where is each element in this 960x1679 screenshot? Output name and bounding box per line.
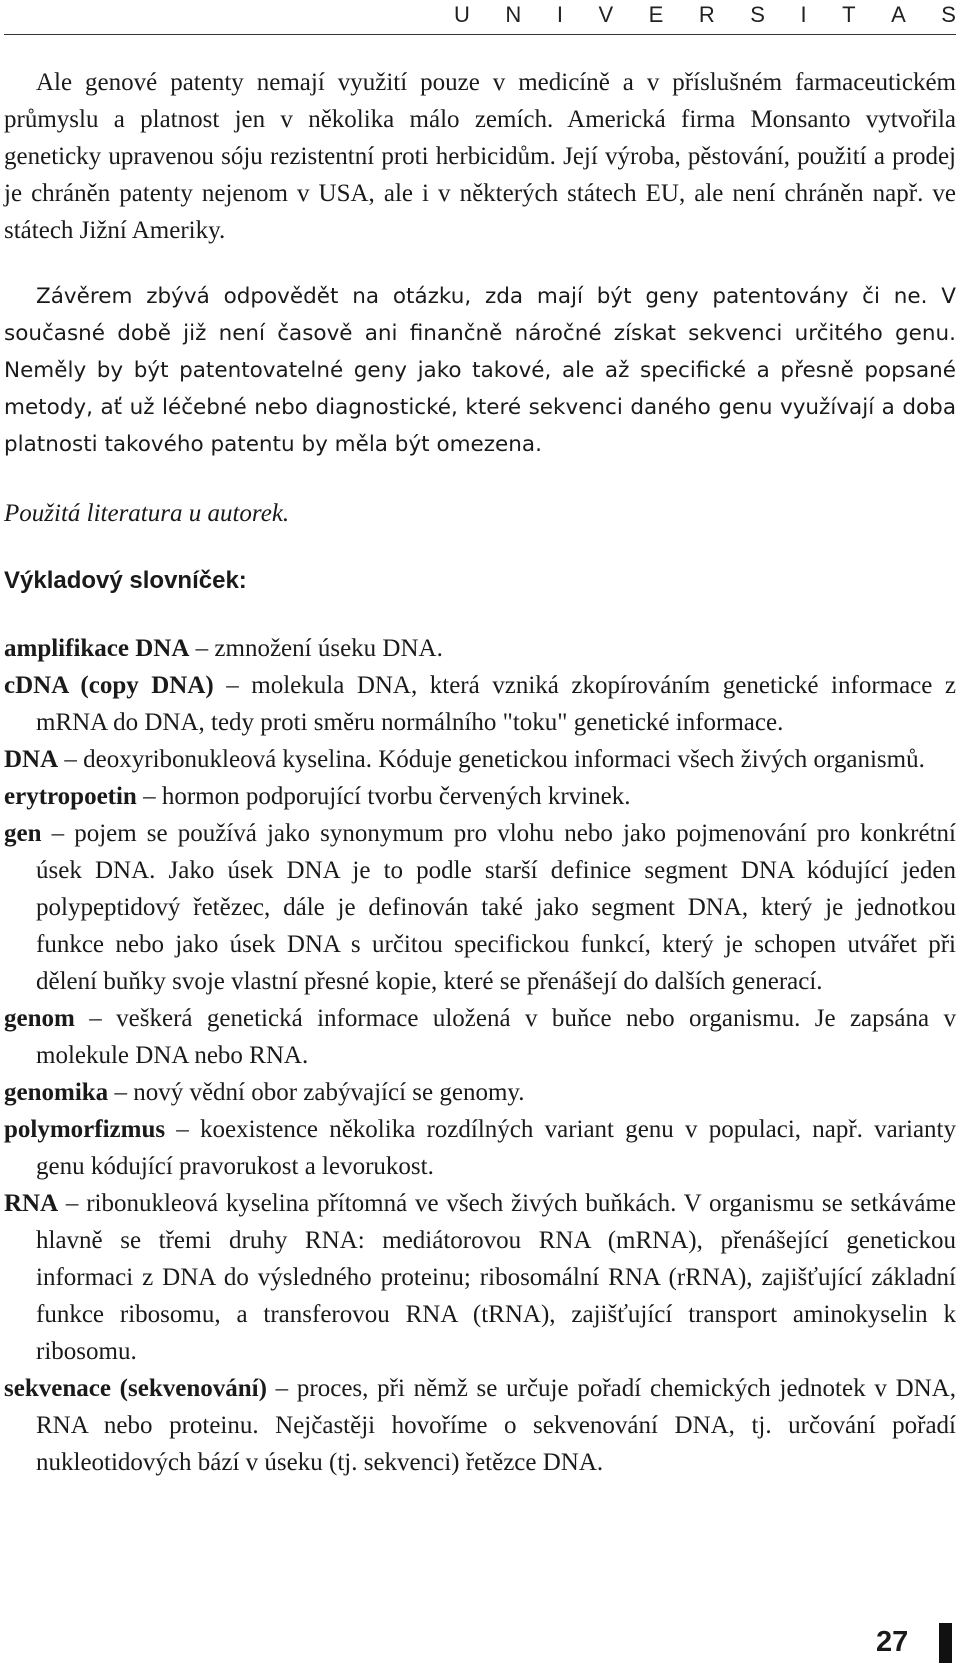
glossary-entry xyxy=(4,667,956,741)
glossary-definition: – proces, při němž se určuje pořadí chemických jednotek v DNA, RNA nebo proteinu. Nejčastěji hovoříme o sekvenování DNA, tj. určování pořadí nukleotidových bází v úseku (tj. sekvenci) řetězce DNA. xyxy=(36,1375,956,1476)
glossary-definition: – ribonukleová kyselina přítomná ve všech živých buňkách. V organismu se setkáváme hlavně se třemi druhy RNA: mediátorovou RNA (mRNA), přenášející genetickou informaci z DNA do výsledného proteinu; ribosomální RNA (rRNA), zajišťující základní funkce ribosomu, a transferovou RNA (tRNA), zajišťující transport aminokyselin k ribosomu. xyxy=(36,1190,956,1365)
glossary-term: gen xyxy=(4,820,42,847)
glossary-term: erytropoetin xyxy=(4,783,137,810)
glossary-definition: – veškerá genetická informace uložená v buňce nebo organismu. Je zapsána v molekule DNA nebo RNA. xyxy=(36,1005,956,1069)
page-marker-bar xyxy=(939,1623,952,1663)
header-letter: E xyxy=(648,2,664,27)
glossary-term: polymorfizmus xyxy=(4,1116,166,1143)
conclusion-paragraph: Závěrem zbývá odpovědět na otázku, zda mají být geny patentovány či ne. V současné době již není časově ani finančně náročné získat sekvenci určitého genu. Neměly by být patentovatelné geny jako takové, ale až specifické a přesně popsané metody, ať už léčebné nebo diagnostické, které sekvenci daného genu využívají a doba platnosti takového patentu by měla být omezena. xyxy=(4,284,956,457)
glossary-term: sekvenace (sekvenování) xyxy=(4,1375,267,1402)
header-letter: V xyxy=(598,2,614,27)
glossary-entry xyxy=(4,1111,956,1185)
glossary-entry xyxy=(4,630,956,667)
glossary-entry xyxy=(4,1000,956,1074)
glossary-entry xyxy=(4,741,956,778)
header-rule xyxy=(4,34,956,35)
glossary-heading: Výkladový slovníček: xyxy=(4,567,247,594)
page-number: 27 xyxy=(876,1626,909,1658)
glossary-list xyxy=(4,630,956,1481)
glossary-entry xyxy=(4,778,956,815)
header-letter: S xyxy=(941,2,956,27)
header-letter: T xyxy=(842,2,856,27)
header-letter: I xyxy=(556,2,563,27)
glossary-definition: – pojem se používá jako synonymum pro vlohu nebo jako pojmenování pro konkrétní úsek DNA. Jako úsek DNA je to podle starší definice segment DNA kódující jeden polypeptidový řetězec, dále je definován také jako segment DNA, který je jednotkou funkce nebo jako úsek DNA s určitou specifickou funkcí, který je schopen utvářet při dělení buňky svoje vlastní přesné kopie, které se přenášejí do dalších generací. xyxy=(36,820,956,995)
glossary-term: DNA xyxy=(4,746,59,773)
glossary-definition: – deoxyribonukleová kyselina. Kóduje genetickou informaci všech živých organismů. xyxy=(58,746,925,773)
literature-note: Použitá literatura u autorek. xyxy=(4,500,290,527)
header-letter: R xyxy=(698,2,715,27)
glossary-definition: – nový vědní obor zabývající se genomy. xyxy=(108,1079,525,1106)
glossary-term: genom xyxy=(4,1005,75,1032)
glossary-entry xyxy=(4,1370,956,1481)
header-letter: I xyxy=(800,2,807,27)
header-letter: U xyxy=(454,2,470,27)
body-paragraph: Ale genové patenty nemají využití pouze v medicíně a v příslušném farmaceutickém průmyslu a platnost jen v několika málo zemích. Americká firma Monsanto vytvořila geneticky upravenou sóju rezistentní proti herbicidům. Její výroba, pěstování, použití a prodej je chráněn patenty nejenom v USA, ale i v některých státech EU, ale není chráněn např. ve státech Jižní Ameriky. xyxy=(4,69,956,244)
glossary-definition: – koexistence několika rozdílných variant genu v populaci, např. varianty genu kódující pravorukost a levorukost. xyxy=(36,1116,956,1180)
page-content xyxy=(4,64,956,1481)
glossary-entry xyxy=(4,1185,956,1370)
header-letter: A xyxy=(891,2,906,27)
glossary-definition: – molekula DNA, která vzniká zkopírováním genetické informace z mRNA do DNA, tedy proti směru normálního "toku" genetické informace. xyxy=(36,672,956,736)
glossary-term: RNA xyxy=(4,1190,59,1217)
glossary-term: cDNA (copy DNA) xyxy=(4,672,214,699)
glossary-definition: – hormon podporující tvorbu červených krvinek. xyxy=(136,783,631,810)
glossary-definition: – zmnožení úseku DNA. xyxy=(189,635,443,662)
glossary-entry xyxy=(4,815,956,1000)
header-letter: N xyxy=(505,2,522,27)
glossary-term: genomika xyxy=(4,1079,109,1106)
header-letter: S xyxy=(750,2,765,27)
glossary-term: amplifikace DNA xyxy=(4,635,190,662)
running-header xyxy=(454,2,956,30)
glossary-entry xyxy=(4,1074,956,1111)
